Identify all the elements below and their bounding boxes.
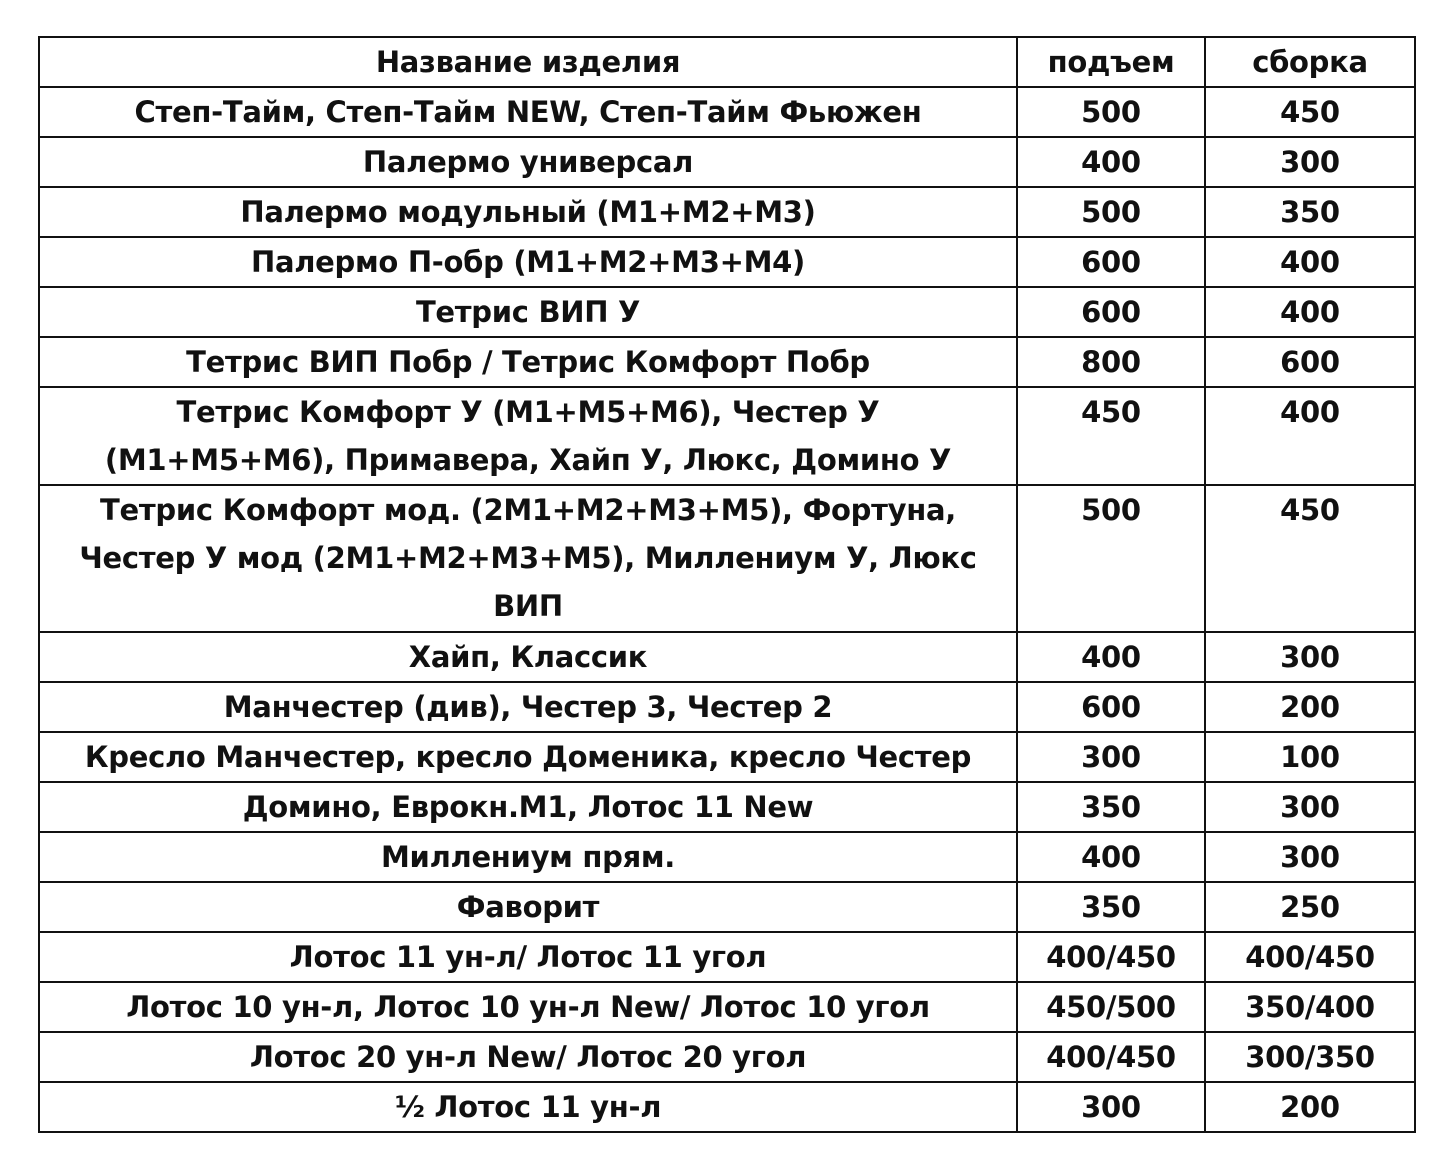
- table-row: [39, 932, 1415, 982]
- table-row: [39, 782, 1415, 832]
- lift-price-cell: 400/450: [1017, 932, 1205, 982]
- product-name-cell: Домино, Еврокн.М1, Лотос 11 New: [39, 782, 1017, 832]
- product-name-cell: Тетрис ВИП Побр / Тетрис Комфорт Побр: [39, 337, 1017, 387]
- header-assembly: сборка: [1205, 37, 1415, 87]
- assembly-price-cell: 450: [1205, 485, 1415, 632]
- product-name-cell: Тетрис Комфорт мод. (2М1+М2+М3+М5), Фортуна, Честер У мод (2М1+М2+М3+М5), Миллениум У, Люкс ВИП: [39, 485, 1017, 632]
- lift-price-cell: 600: [1017, 682, 1205, 732]
- product-name-cell: Палермо П-обр (М1+М2+М3+М4): [39, 237, 1017, 287]
- product-name-cell: Манчестер (див), Честер 3, Честер 2: [39, 682, 1017, 732]
- table-row: [39, 387, 1415, 485]
- assembly-price-cell: 200: [1205, 1082, 1415, 1132]
- table-row: [39, 732, 1415, 782]
- table-row: [39, 137, 1415, 187]
- product-name-cell: Степ-Тайм, Степ-Тайм NEW, Степ-Тайм Фьюжен: [39, 87, 1017, 137]
- assembly-price-cell: 300: [1205, 632, 1415, 682]
- lift-price-cell: 600: [1017, 237, 1205, 287]
- table-row: [39, 187, 1415, 237]
- lift-price-cell: 300: [1017, 732, 1205, 782]
- table-row: [39, 1082, 1415, 1132]
- table-row: [39, 485, 1415, 632]
- assembly-price-cell: 400: [1205, 237, 1415, 287]
- lift-price-cell: 450: [1017, 387, 1205, 485]
- lift-price-cell: 400: [1017, 137, 1205, 187]
- price-table: [38, 36, 1416, 1133]
- assembly-price-cell: 400/450: [1205, 932, 1415, 982]
- product-name-cell: Фаворит: [39, 882, 1017, 932]
- lift-price-cell: 800: [1017, 337, 1205, 387]
- assembly-price-cell: 400: [1205, 287, 1415, 337]
- product-name-cell: Лотос 20 ун-л New/ Лотос 20 угол: [39, 1032, 1017, 1082]
- lift-price-cell: 400/450: [1017, 1032, 1205, 1082]
- table-row: [39, 337, 1415, 387]
- table-row: [39, 287, 1415, 337]
- assembly-price-cell: 350: [1205, 187, 1415, 237]
- table-row: [39, 682, 1415, 732]
- header-product-name: Название изделия: [39, 37, 1017, 87]
- assembly-price-cell: 200: [1205, 682, 1415, 732]
- header-lift: подъем: [1017, 37, 1205, 87]
- lift-price-cell: 600: [1017, 287, 1205, 337]
- product-name-cell: Хайп, Классик: [39, 632, 1017, 682]
- assembly-price-cell: 300: [1205, 137, 1415, 187]
- lift-price-cell: 500: [1017, 87, 1205, 137]
- lift-price-cell: 500: [1017, 187, 1205, 237]
- assembly-price-cell: 300: [1205, 782, 1415, 832]
- product-name-cell: Палермо модульный (М1+М2+М3): [39, 187, 1017, 237]
- header-row: [39, 37, 1415, 87]
- assembly-price-cell: 600: [1205, 337, 1415, 387]
- product-name-cell: Тетрис ВИП У: [39, 287, 1017, 337]
- product-name-cell: Кресло Манчестер, кресло Доменика, кресло Честер: [39, 732, 1017, 782]
- assembly-price-cell: 250: [1205, 882, 1415, 932]
- assembly-price-cell: 400: [1205, 387, 1415, 485]
- lift-price-cell: 400: [1017, 832, 1205, 882]
- table-row: [39, 632, 1415, 682]
- lift-price-cell: 400: [1017, 632, 1205, 682]
- assembly-price-cell: 450: [1205, 87, 1415, 137]
- table-row: [39, 237, 1415, 287]
- lift-price-cell: 300: [1017, 1082, 1205, 1132]
- assembly-price-cell: 100: [1205, 732, 1415, 782]
- assembly-price-cell: 300/350: [1205, 1032, 1415, 1082]
- product-name-cell: Миллениум прям.: [39, 832, 1017, 882]
- product-name-cell: Лотос 11 ун-л/ Лотос 11 угол: [39, 932, 1017, 982]
- table-row: [39, 882, 1415, 932]
- table-row: [39, 832, 1415, 882]
- product-name-cell: Палермо универсал: [39, 137, 1017, 187]
- table-row: [39, 87, 1415, 137]
- product-name-cell: ½ Лотос 11 ун-л: [39, 1082, 1017, 1132]
- lift-price-cell: 350: [1017, 782, 1205, 832]
- assembly-price-cell: 300: [1205, 832, 1415, 882]
- lift-price-cell: 500: [1017, 485, 1205, 632]
- product-name-cell: Тетрис Комфорт У (М1+М5+М6), Честер У (М1+М5+М6), Примавера, Хайп У, Люкс, Домино У: [39, 387, 1017, 485]
- product-name-cell: Лотос 10 ун-л, Лотос 10 ун-л New/ Лотос 10 угол: [39, 982, 1017, 1032]
- lift-price-cell: 450/500: [1017, 982, 1205, 1032]
- lift-price-cell: 350: [1017, 882, 1205, 932]
- table-row: [39, 982, 1415, 1032]
- assembly-price-cell: 350/400: [1205, 982, 1415, 1032]
- table-row: [39, 1032, 1415, 1082]
